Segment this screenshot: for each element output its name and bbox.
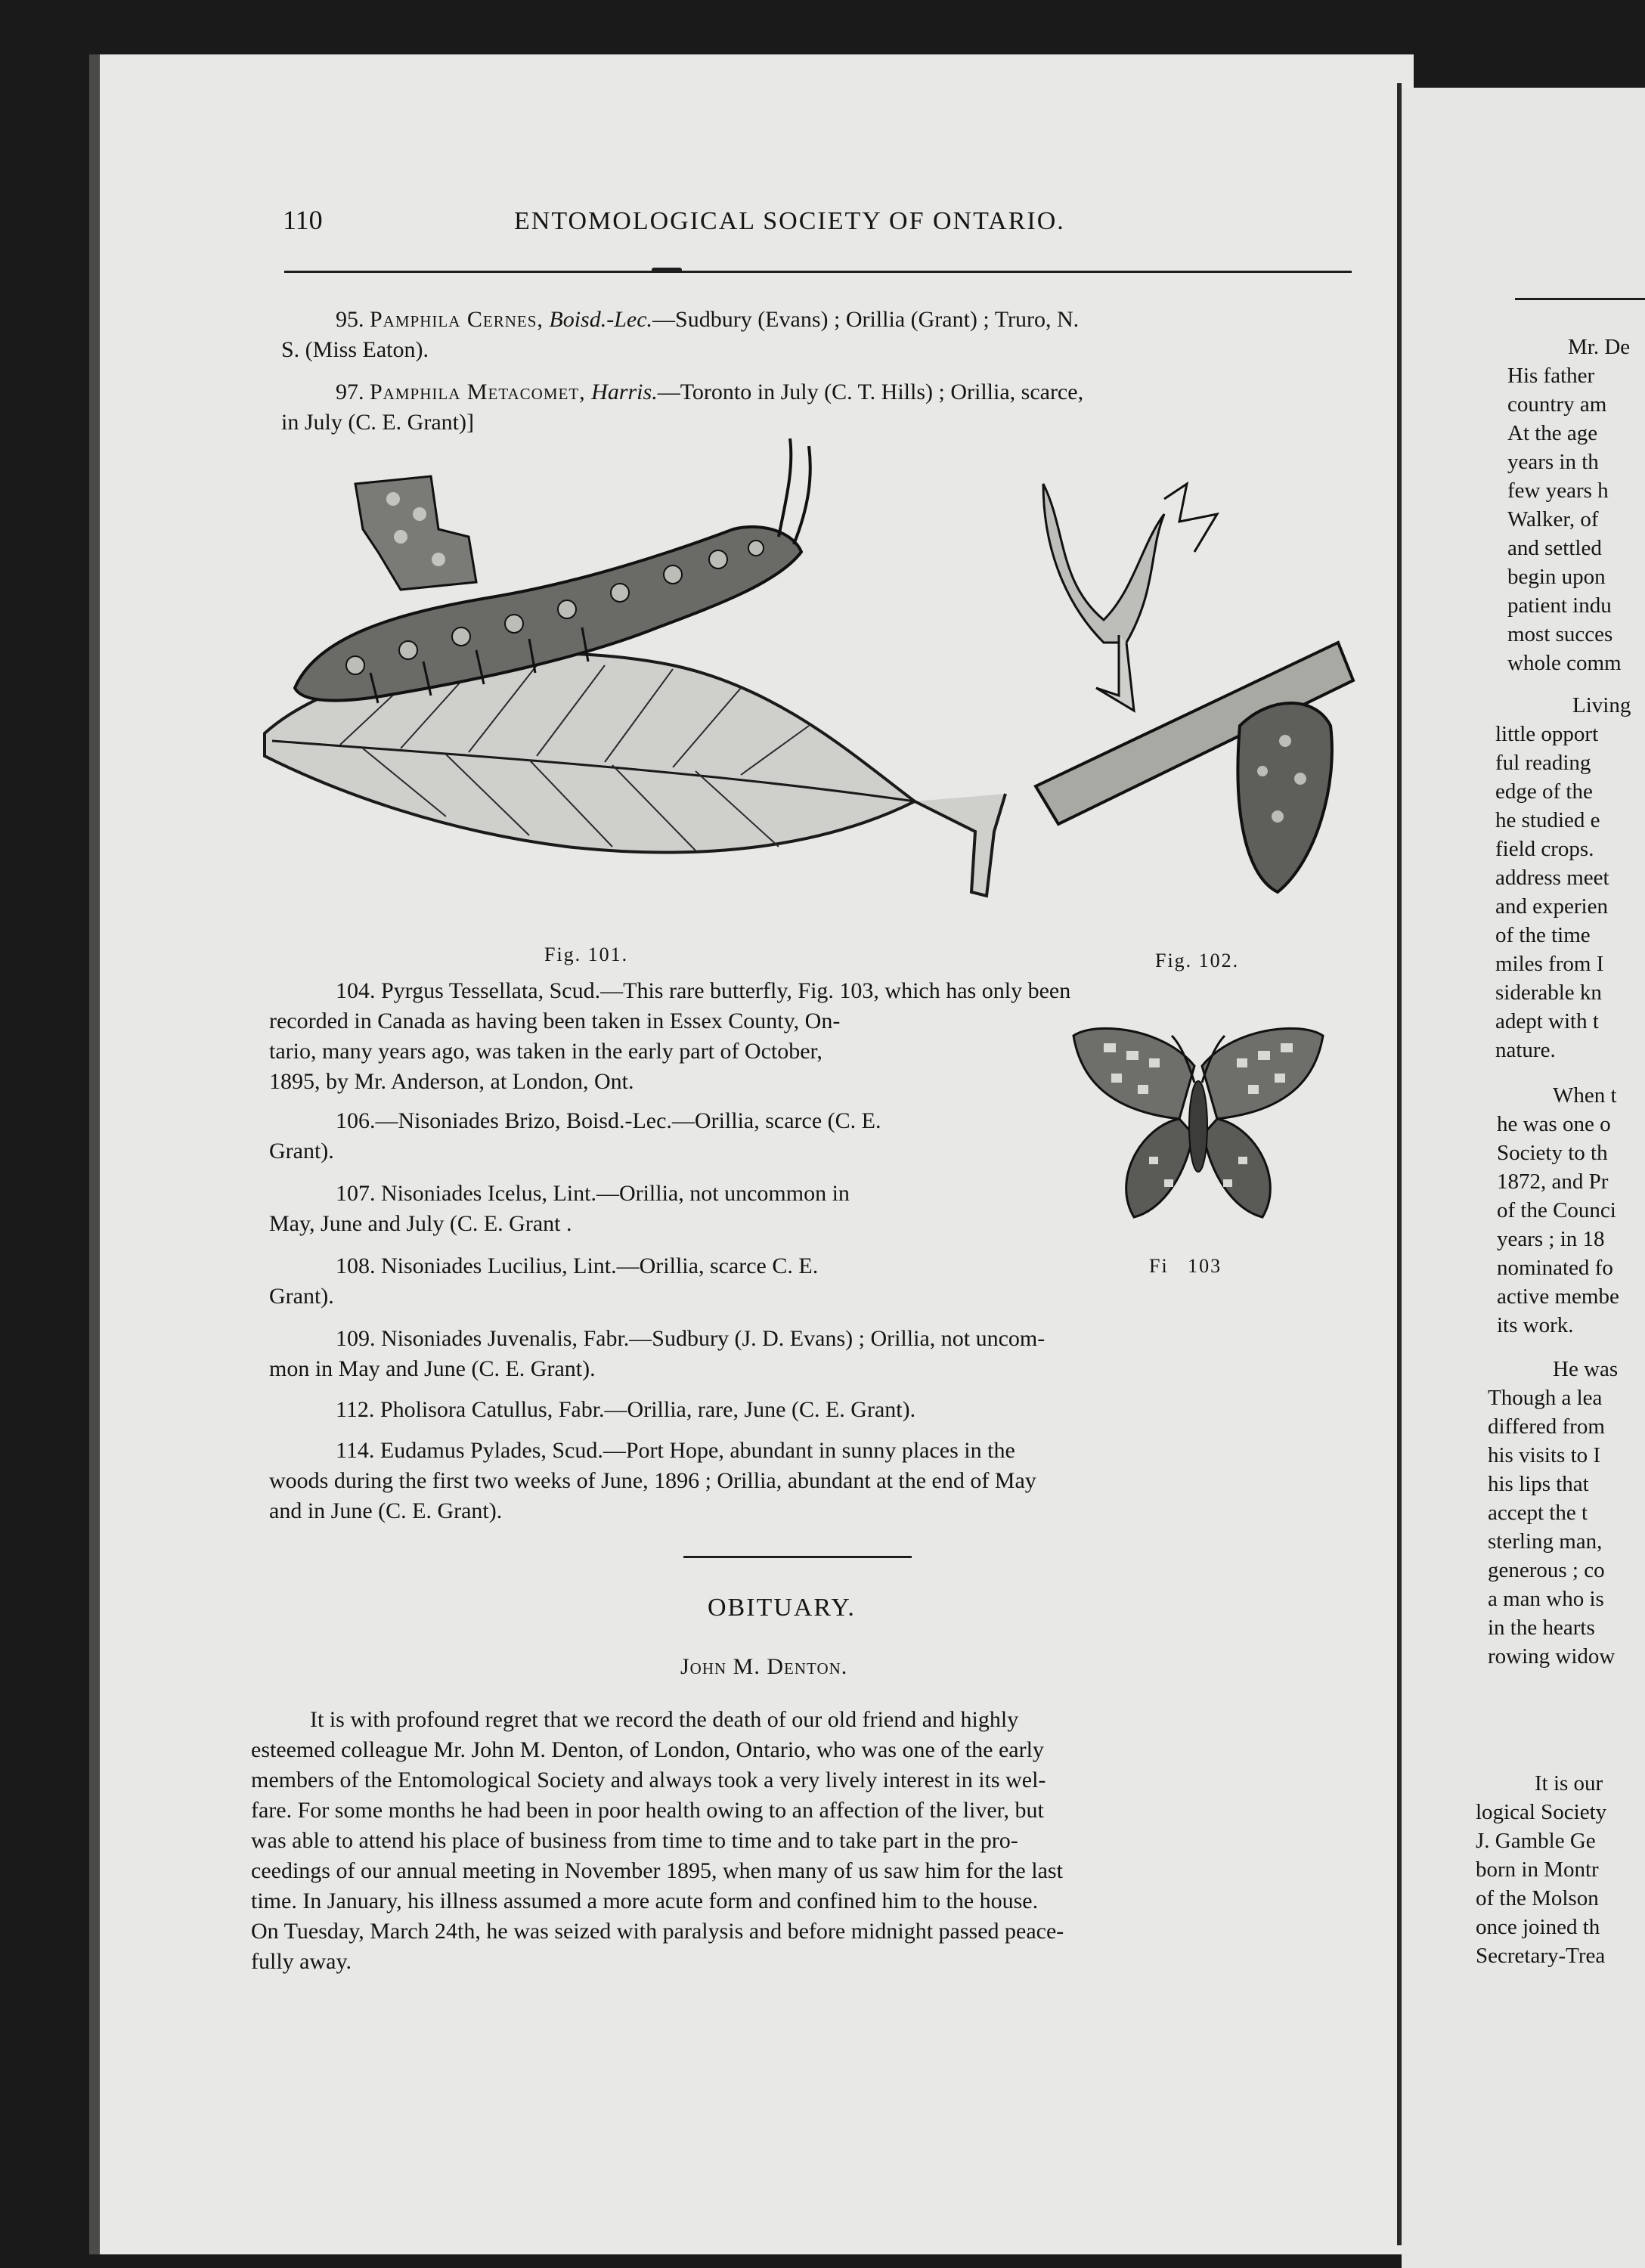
entry-95-cont: S. (Miss Eaton).: [281, 337, 429, 362]
obituary-line6: ceedings of our annual meeting in November 1895, when many of us saw him for the last: [251, 1858, 1063, 1883]
fig-103-butterfly-illustration: [1066, 1013, 1331, 1240]
entry-104-line2: recorded in Canada as having been taken in Essex County, On-: [269, 1009, 841, 1033]
page-number: 110: [283, 205, 323, 235]
obituary-line2: esteemed colleague Mr. John M. Denton, of London, Ontario, who was one of the early: [251, 1737, 1044, 1762]
entry-104-line1: 104. Pyrgus Tessellata, Scud.—This rare butterfly, Fig. 103, which has only been: [336, 978, 1071, 1003]
entry-109-line1: 109. Nisoniades Juvenalis, Fabr.—Sudbury (J. D. Evans) ; Orillia, not uncom-: [336, 1326, 1046, 1351]
entry-106-line1: 106.—Nisoniades Brizo, Boisd.-Lec.—Orillia, scarce (C. E.: [336, 1108, 881, 1133]
obituary-heading: OBITUARY.: [708, 1594, 856, 1622]
header-rule-ornament: [652, 268, 682, 272]
entry-107-line1: 107. Nisoniades Icelus, Lint.—Orillia, not uncommon in: [336, 1181, 850, 1206]
section-divider: [683, 1556, 912, 1558]
entry-114-line3: and in June (C. E. Grant).: [269, 1498, 503, 1523]
entry-108-line1: 108. Nisoniades Lucilius, Lint.—Orillia, scarce C. E.: [336, 1253, 819, 1278]
entry-112: 112. Pholisora Catullus, Fabr.—Orillia, rare, June (C. E. Grant).: [336, 1397, 916, 1422]
obituary-line1: It is with profound regret that we record the death of our old friend and highly: [310, 1707, 1019, 1732]
right-page-header-rule: [1515, 298, 1645, 300]
obituary-line8: On Tuesday, March 24th, he was seized with paralysis and before midnight passed peace-: [251, 1919, 1064, 1944]
fig-101-caterpillar-illustration: [249, 438, 1021, 937]
entry-97: 97. Pamphila Metacomet, Harris.—Toronto in July (C. T. Hills) ; Orillia, scarce,: [336, 380, 1084, 404]
obituary-line3: members of the Entomological Society and always took a very lively interest in its wel-: [251, 1768, 1046, 1792]
entry-104-line3: tario, many years ago, was taken in the early part of October,: [269, 1039, 822, 1064]
entry-109-line2: mon in May and June (C. E. Grant).: [269, 1356, 596, 1381]
entry-106-line2: Grant).: [269, 1139, 334, 1163]
entry-108-line2: Grant).: [269, 1284, 334, 1309]
fig-103-caption: Fi 103: [1149, 1255, 1222, 1277]
obituary-line9: fully away.: [251, 1949, 352, 1974]
obituary-line4: fare. For some months he had been in poor health owing to an affection of the liver, but: [251, 1798, 1044, 1823]
entry-114-line2: woods during the first two weeks of June, 1896 ; Orillia, abundant at the end of May: [269, 1468, 1036, 1493]
entry-95: 95. Pamphila Cernes, Boisd.-Lec.—Sudbury (Evans) ; Orillia (Grant) ; Truro, N.: [336, 307, 1080, 332]
obituary-subheading: John M. Denton.: [680, 1654, 848, 1679]
fig-101-caption: Fig. 101.: [544, 943, 629, 965]
entry-107-line2: May, June and July (C. E. Grant .: [269, 1211, 572, 1236]
entry-114-line1: 114. Eudamus Pylades, Scud.—Port Hope, abundant in sunny places in the: [336, 1438, 1015, 1463]
entry-104-line4: 1895, by Mr. Anderson, at London, Ont.: [269, 1069, 634, 1094]
fig-102-pupa-illustration: [1013, 469, 1361, 937]
obituary-line7: time. In January, his illness assumed a more acute form and confined him to the house.: [251, 1888, 1039, 1913]
obituary-line5: was able to attend his place of business from time to time and to take part in the pro-: [251, 1828, 1018, 1853]
header-rule: [284, 271, 1352, 273]
entry-97-cont: in July (C. E. Grant)]: [281, 410, 474, 435]
fig-102-caption: Fig. 102.: [1155, 950, 1240, 971]
running-header: ENTOMOLOGICAL SOCIETY OF ONTARIO.: [514, 207, 1065, 235]
